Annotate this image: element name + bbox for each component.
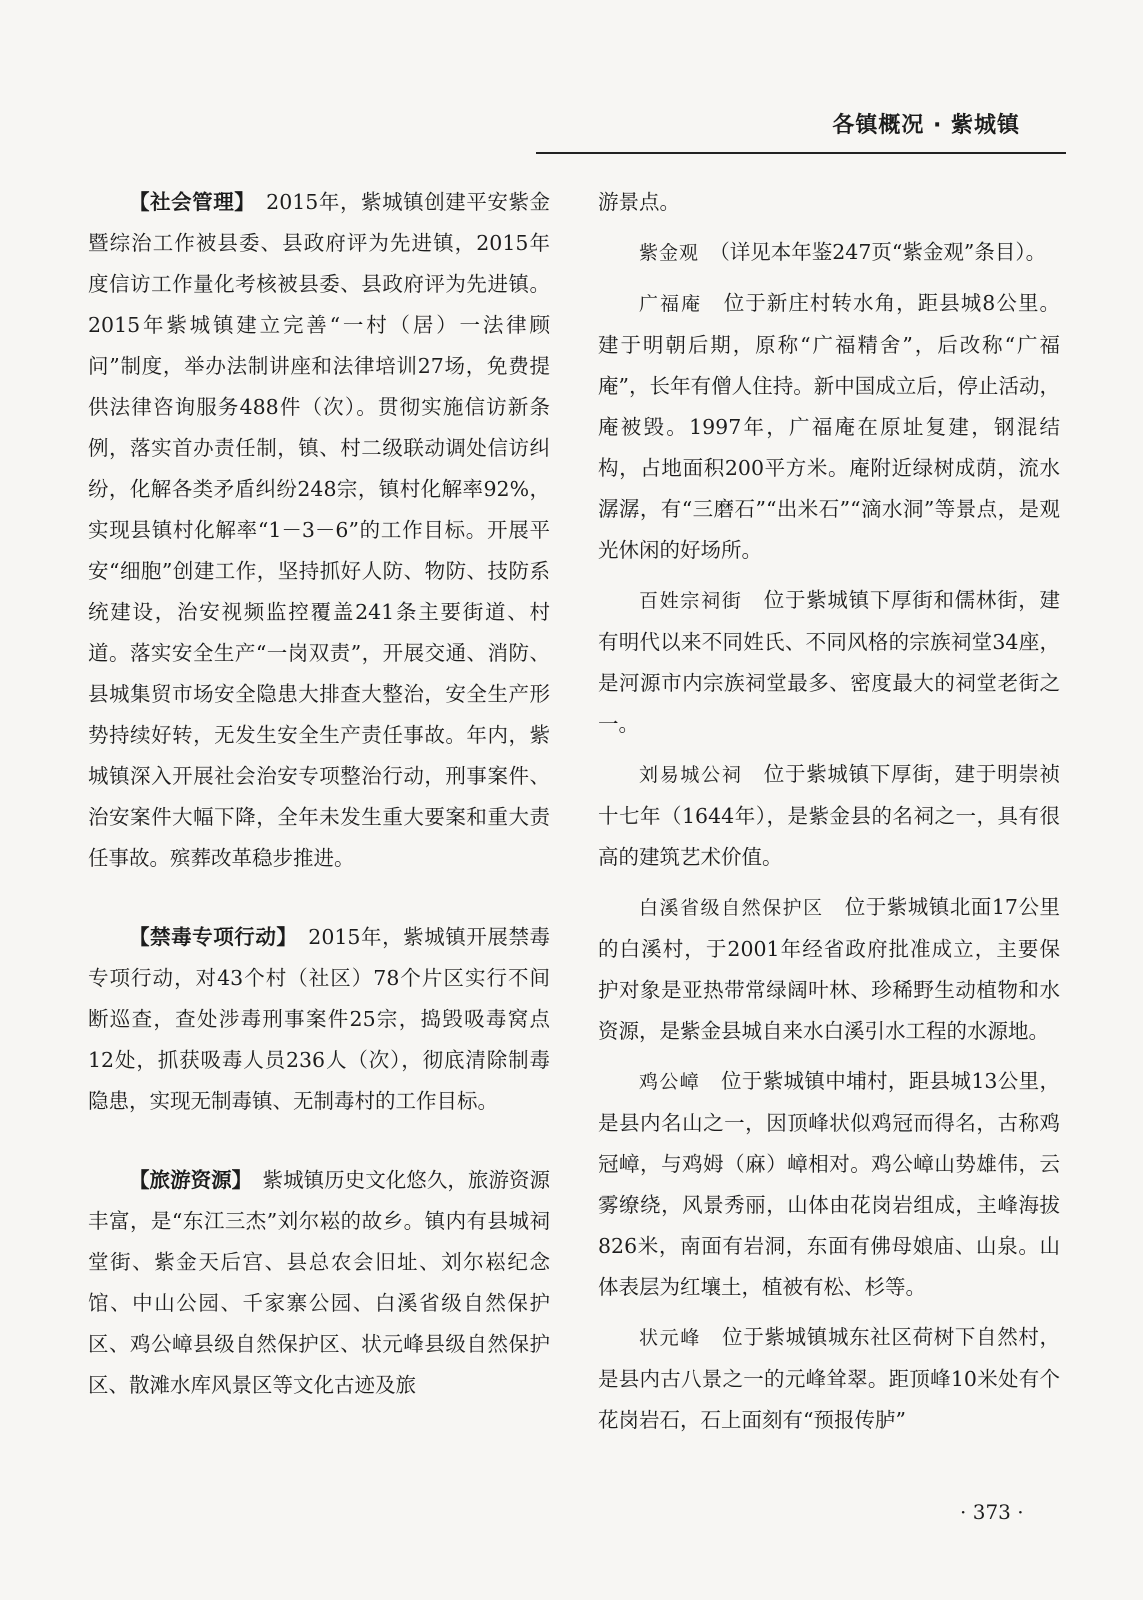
section-title: 【旅游资源】	[129, 1168, 242, 1192]
entry-text: 位于紫城镇北面17公里的白溪村，于2001年经省政府批准成立，主要保护对象是亚热带常绿阔叶林、珍稀野生动植物和水资源，是紫金县城自来水白溪引水工程的水源地。	[598, 895, 1060, 1043]
entry-text: 位于紫城镇下厚街和儒林街，建有明代以来不同姓氏、不同风格的宗族祠堂34座，是河源市内宗族祠堂最多、密度最大的祠堂老街之一。	[598, 588, 1061, 736]
entry-text: 位于紫城镇城东社区荷树下自然村，是县内古八景之一的元峰耸翠。距顶峰10米处有个花岗岩石，石上面刻有“预报传胪”	[598, 1325, 1061, 1432]
page-number: · 373 ·	[960, 1500, 1024, 1524]
section-title: 【社会管理】	[129, 190, 246, 214]
section-drug-control	[88, 917, 550, 1122]
entry-name: 紫金观	[639, 242, 700, 264]
section-body: 2015年，紫城镇创建平安紫金暨综治工作被县委、县政府评为先进镇，2015年度信访工作量化考核被县委、县政府评为先进镇。2015年紫城镇建立完善“一村（居）一法律顾问”制度，举办法制讲座和法律培训27场，免费提供法律咨询服务488件（次）。贯彻实施信访新条例，落实首办责任制，镇、村二级联动调处信访纠纷，化解各类矛盾纠纷248宗，镇村化解率92%，实现县镇村化解率“1－3－6”的工作目标。开展平安“细胞”创建工作，坚持抓好人防、物防、技防系统建设，治安视频监控覆盖241条主要街道、村道。落实安全生产“一岗双责”，开展交通、消防、县城集贸市场安全隐患大排查大整治，安全生产形势持续好转，无发生安全生产责任事故。年内，紫城镇深入开展社会治安专项整治行动，刑事案件、治安案件大幅下降，全年未发生重大要案和重大责任事故。殡葬改革稳步推进。	[88, 190, 551, 870]
entry-liu-yicheng-shrine	[598, 754, 1060, 878]
entry-text: 位于紫城镇中埔村，距县城13公里，是县内名山之一，因顶峰状似鸡冠而得名，古称鸡冠嶂，与鸡姆（麻）嶂相对。鸡公嶂山势雄伟，云雾缭绕，风景秀丽，山体由花岗岩组成，主峰海拔826米，南面有岩洞，东面有佛母娘庙、山泉。山体表层为红壤土，植被有松、杉等。	[598, 1069, 1060, 1299]
entry-text: 位于紫城镇下厚街，建于明崇祯十七年（1644年），是紫金县的名祠之一，具有很高的建筑艺术价值。	[598, 762, 1061, 869]
entry-name: 鸡公嶂	[639, 1071, 701, 1093]
entry-text: 位于新庄村转水角，距县城8公里。建于明朝后期，原称“广福精舍”，后改称“广福庵”，长年有僧人住持。新中国成立后，停止活动，庵被毁。1997年，广福庵在原址复建，钢混结构，占地面积200平方米。庵附近绿树成荫，流水潺潺，有“三磨石”“出米石”“滴水洞”等景点，是观光休闲的好场所。	[598, 291, 1061, 562]
section-title: 【禁毒专项行动】	[129, 925, 288, 949]
right-column	[598, 182, 1060, 1450]
entry-jigongzhang	[598, 1061, 1060, 1308]
entry-baixi-reserve	[598, 887, 1060, 1052]
section-social-management	[88, 182, 550, 879]
entry-name: 广福庵	[639, 293, 703, 315]
entry-name: 白溪省级自然保护区	[639, 897, 824, 919]
header-title: 各镇概况 · 紫城镇	[832, 113, 1020, 138]
section-body: 2015年，紫城镇开展禁毒专项行动，对43个村（社区）78个片区实行不间断巡查，查处涉毒刑事案件25宗，捣毁吸毒窝点12处，抓获吸毒人员236人（次），彻底清除制毒隐患，实现无制毒镇、无制毒村的工作目标。	[88, 925, 551, 1113]
left-column	[88, 182, 550, 1415]
section-body: 紫城镇历史文化悠久，旅游资源丰富，是“东江三杰”刘尔崧的故乡。镇内有县城祠堂街、紫金天后宫、县总农会旧址、刘尔崧纪念馆、中山公园、千家寨公园、白溪省级自然保护区、鸡公嶂县级自然保护区、状元峰县级自然保护区、散滩水库风景区等文化古迹及旅	[88, 1168, 551, 1397]
continuation-text: 游景点。	[598, 190, 680, 214]
running-header	[536, 108, 1066, 154]
entry-text: （详见本年鉴247页“紫金观”条目）。	[719, 240, 1047, 264]
entry-baixing-ancestral-street	[598, 580, 1060, 745]
entry-zhuangyuanfeng	[598, 1317, 1060, 1441]
entry-zijinguan	[598, 232, 1060, 274]
entry-name: 状元峰	[639, 1327, 701, 1349]
entry-name: 刘易城公祠	[639, 764, 743, 786]
entry-name: 百姓宗祠街	[639, 590, 743, 612]
section-tourism	[88, 1160, 550, 1406]
entry-guangfuan	[598, 283, 1060, 571]
